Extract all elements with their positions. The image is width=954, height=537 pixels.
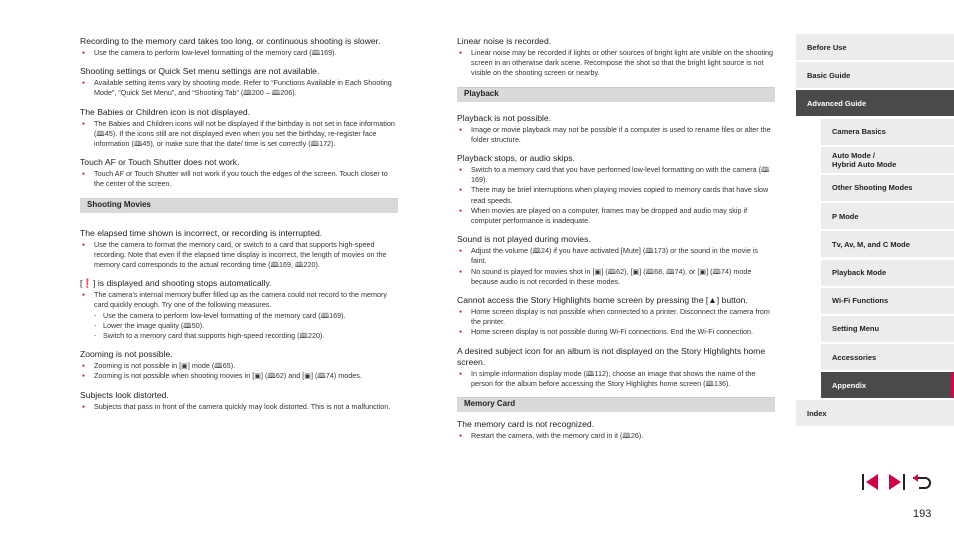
page-number: 193 xyxy=(913,508,932,520)
return-icon[interactable] xyxy=(910,472,932,492)
entry-title: Touch AF or Touch Shutter does not work. xyxy=(80,157,240,168)
entry-bullet: ● Subjects that pass in front of the camera quickly may look distorted. This is not a malfunction. xyxy=(80,402,398,412)
nav-item-advanced-guide[interactable]: Advanced Guide xyxy=(796,90,954,116)
nav-item-p-mode[interactable]: P Mode xyxy=(821,203,954,229)
nav-item-playback-mode[interactable]: Playback Mode xyxy=(821,260,954,286)
entry-title: Recording to the memory card takes too long, or continuous shooting is slower. xyxy=(80,36,381,46)
troubleshoot-entry xyxy=(457,295,775,338)
next-page-icon[interactable] xyxy=(885,472,907,492)
entry-title: Cannot access the Story Highlights home screen by pressing the [▲] button. xyxy=(457,295,748,306)
troubleshoot-entry xyxy=(457,113,775,145)
entry-title: The memory card is not recognized. xyxy=(457,419,595,430)
entry-title: Linear noise is recorded. xyxy=(457,36,552,46)
page-navigation xyxy=(860,472,932,492)
nav-item-index[interactable]: Index xyxy=(796,400,954,426)
troubleshoot-entry xyxy=(80,107,398,150)
troubleshoot-entry xyxy=(457,153,775,226)
middle-column xyxy=(457,36,775,449)
entry-title: Playback is not possible. xyxy=(457,112,552,123)
entry-title: Subjects look distorted. xyxy=(80,389,169,400)
nav-item-wifi-functions[interactable]: Wi-Fi Functions xyxy=(821,288,954,314)
entry-bullet: ● Home screen display is not possible during Wi-Fi connections. End the Wi-Fi connection. xyxy=(457,327,775,337)
entry-title: Zooming is not possible. xyxy=(80,349,173,360)
troubleshoot-entry xyxy=(80,228,398,271)
troubleshoot-entry xyxy=(457,419,775,441)
entry-bullet: ● Adjust the volume (🕮24) if you have activated [Mute] (🕮173) or the sound in the movie is faint. xyxy=(457,246,775,266)
left-column xyxy=(80,36,398,420)
entry-sub-bullet: - Use the camera to perform low-level formatting of the memory card (🕮169). xyxy=(80,311,398,321)
entry-bullet: ● There may be brief interruptions when playing movies copied to memory cards that have slow read speeds. xyxy=(457,185,775,205)
entry-bullet: ● Image or movie playback may not be possible if a computer is used to rename files or alter the folder structure. xyxy=(457,125,775,145)
prev-page-icon[interactable] xyxy=(860,472,882,492)
troubleshoot-entry xyxy=(80,66,398,98)
entry-bullet: ● Restart the camera, with the memory card in it (🕮26). xyxy=(457,431,775,441)
entry-bullet: ● Use the camera to format the memory card, or switch to a card that supports high-speed recording. Note that even if the elapsed time display is incorrect, the length of movies on the memory card corresponds to the actual recording time (🕮169, 🕮220). xyxy=(80,240,398,271)
troubleshoot-entry xyxy=(80,278,398,341)
entry-title: Sound is not played during movies. xyxy=(457,234,591,245)
entry-bullet: ● Touch AF or Touch Shutter will not work if you touch the edges of the screen. Touch closer to the center of the screen. xyxy=(80,169,398,189)
entry-sub-bullet: - Lower the image quality (🕮50). xyxy=(80,321,398,331)
nav-item-camera-basics[interactable]: Camera Basics xyxy=(821,119,954,145)
troubleshoot-entry xyxy=(80,36,398,58)
entry-bullet: ● Available setting items vary by shooting mode. Refer to “Functions Available in Each Shooting Mode”, “Quick Set Menu”, and “Shooting Tab” (🕮200 – 🕮206). xyxy=(80,78,398,98)
entry-bullet: ● In simple information display mode (🕮112), choose an image that shows the name of the person for the album before accessing the Story Highlights home screen (🕮136). xyxy=(457,369,775,389)
section-heading-label: Memory Card xyxy=(464,399,516,409)
entry-title: The elapsed time shown is incorrect, or recording is interrupted. xyxy=(80,227,323,238)
nav-item-other-shooting-modes[interactable]: Other Shooting Modes xyxy=(821,175,954,201)
entry-bullet: ● Zooming is not possible when shooting movies in [▣] (🕮62) and [▣] (🕮74) modes. xyxy=(80,371,398,381)
entry-bullet: ● Home screen display is not possible when connected to a printer. Disconnect the camera from the printer. xyxy=(457,307,775,327)
entry-sub-bullet: - Switch to a memory card that supports high-speed recording (🕮220). xyxy=(80,331,398,341)
section-heading-memory-card xyxy=(457,397,775,409)
section-heading-playback xyxy=(457,87,775,99)
troubleshoot-entry xyxy=(80,157,398,189)
entry-bullet: ● When movies are played on a computer, frames may be dropped and audio may skip if computer performance is inadequate. xyxy=(457,206,775,226)
entry-bullet: ● Zooming is not possible in [▣] mode (🕮65). xyxy=(80,361,398,371)
troubleshoot-entry xyxy=(457,36,775,79)
entry-bullet: ● The camera’s internal memory buffer filled up as the camera could not record to the memory card quickly enough. Try one of the following measures. xyxy=(80,290,398,310)
nav-item-tv-av-m-c-mode[interactable]: Tv, Av, M, and C Mode xyxy=(821,231,954,257)
entry-title: [❗] is displayed and shooting stops automatically. xyxy=(80,278,272,289)
section-heading-label: Playback xyxy=(464,88,499,98)
section-heading-shooting-movies xyxy=(80,198,398,210)
entry-bullet: ● The Babies and Children icons will not be displayed if the birthday is not set in face information (🕮45). If the icons still are not displayed even when you set the birthday, re-register face information (🕮45), or make sure that the date/ time is set correctly (🕮172). xyxy=(80,119,398,150)
entry-bullet: ● Linear noise may be recorded if lights or other sources of bright light are visible on the shooting screen in an otherwise dark scene. Recompose the shot so that the bright light source is not visible on the shooting screen or nearby. xyxy=(457,48,775,79)
troubleshoot-entry xyxy=(80,349,398,381)
nav-item-appendix[interactable]: Appendix xyxy=(821,372,954,398)
nav-item-setting-menu[interactable]: Setting Menu xyxy=(821,316,954,342)
entry-bullet: ● No sound is played for movies shot in [▣] (🕮62), [▣] (🕮68, 🕮74), or [▣] (🕮74) mode because audio is not recorded in these modes. xyxy=(457,267,775,287)
nav-item-auto-mode[interactable]: Auto Mode / Hybrid Auto Mode xyxy=(821,147,954,173)
nav-item-basic-guide[interactable]: Basic Guide xyxy=(796,62,954,88)
nav-item-before-use[interactable]: Before Use xyxy=(796,34,954,60)
section-heading-label: Shooting Movies xyxy=(87,199,151,209)
troubleshoot-entry xyxy=(457,234,775,287)
entry-bullet: ● Use the camera to perform low-level formatting of the memory card (🕮169). xyxy=(80,48,398,58)
entry-title: Shooting settings or Quick Set menu settings are not available. xyxy=(80,66,320,77)
troubleshoot-entry xyxy=(80,390,398,412)
nav-item-accessories[interactable]: Accessories xyxy=(821,344,954,370)
entry-title: A desired subject icon for an album is not displayed on the Story Highlights home screen. xyxy=(457,345,766,367)
entry-title: The Babies or Children icon is not displayed. xyxy=(80,106,251,117)
entry-title: Playback stops, or audio skips. xyxy=(457,153,575,164)
chapter-nav xyxy=(796,34,954,429)
troubleshoot-entry xyxy=(457,346,775,389)
entry-bullet: ● Switch to a memory card that you have performed low-level formatting on with the camera (🕮169). xyxy=(457,165,775,185)
